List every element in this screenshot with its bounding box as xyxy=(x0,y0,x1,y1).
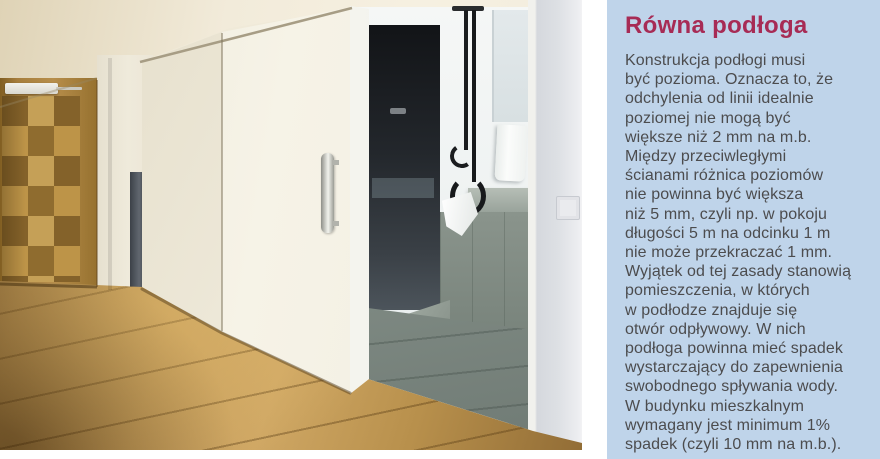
body-line: swobodnego spływania wody. xyxy=(625,378,839,396)
body-line: W budynku mieszkalnym xyxy=(625,397,805,415)
body-line: Wyjątek od tej zasady stanowią xyxy=(625,263,852,281)
body-line: poziomej nie mogą być xyxy=(625,109,791,127)
body-line: w podłodze znajduje się xyxy=(625,301,798,319)
body-line: niż 5 mm, czyli np. w pokoju xyxy=(625,205,827,223)
body-line: pomieszczenia, w których xyxy=(625,282,810,300)
body-line: spadek (czyli 10 mm na m.b.). xyxy=(625,436,842,454)
article-panel xyxy=(607,0,880,459)
body-line: większe niż 2 mm na m.b. xyxy=(625,128,812,146)
body-line: otwór odpływowy. W nich xyxy=(625,320,806,338)
body-line: długości 5 m na odcinku 1 m xyxy=(625,224,831,242)
body-line: ścianami różnica poziomów xyxy=(625,167,824,185)
body-line: nie może przekraczać 1 mm. xyxy=(625,244,833,262)
body-line: nie powinna być większa xyxy=(625,186,804,204)
body-line: wystarczający do zapewnienia xyxy=(625,359,844,377)
body-line: wymagany jest minimum 1% xyxy=(625,416,831,434)
article-body xyxy=(625,51,864,454)
article-title: Równa podłoga xyxy=(625,12,808,39)
body-line: Konstrukcja podłogi musi xyxy=(625,52,806,69)
body-line: podłoga powinna mieć spadek xyxy=(625,340,843,358)
body-line: Między przeciwległymi xyxy=(625,148,787,166)
body-line: odchylenia od linii idealnie xyxy=(625,90,814,108)
body-line: być pozioma. Oznacza to, że xyxy=(625,71,834,89)
